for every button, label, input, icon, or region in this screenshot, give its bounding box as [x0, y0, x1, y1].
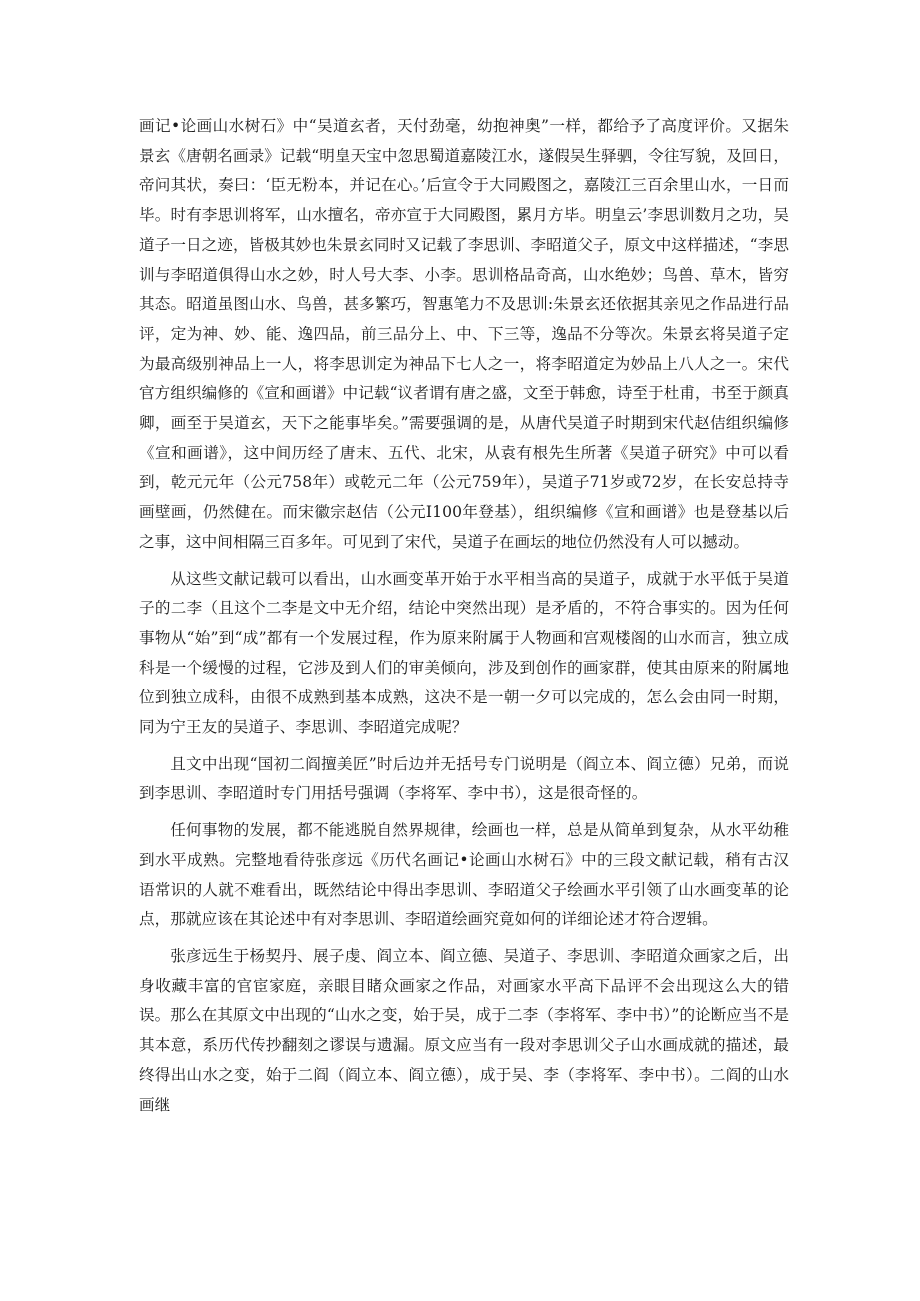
article-body: [139, 112, 789, 1127]
paragraph-bracket-note: 且文中出现“国初二阎擅美匠”时后边并无括号专门说明是（阎立本、阎立德）兄弟，而说到李思训、李昭道时专门用括号强调（李将军、李中书），这是很奇怪的。: [139, 754, 789, 803]
paragraph-natural-law: 任何事物的发展，都不能逃脱自然界规律，绘画也一样，总是从简单到复杂，从水平幼稚到水平成熟。完整地看待张彦远《历代名画记•论画山水树石》中的三段文献记载，稍有古汉语常识的人就不难看出，既然结论中得出李思训、李昭道父子绘画水平引领了山水画变革的论点，那就应该在其论述中有对李思训、李昭道绘画究竟如何的详细论述才符合逻辑。: [139, 821, 789, 929]
paragraph-continued-citations: 画记•论画山水树石》中“吴道玄者，天付劲毫，幼抱神奥”一样，都给予了高度评价。又据朱景玄《唐朝名画录》记载“明皇天宝中忽思蜀道嘉陵江水，遂假吴生驿驷，令往写貌，及回日，帝问其状，奏曰：‘臣无粉本，并记在心。’后宣令于大同殿图之，嘉陵江三百余里山水，一日而毕。时有李思训将军，山水擅名，帝亦宣于大同殿图，累月方毕。明皇云’李思训数月之功，吴道子一日之迹，皆极其妙也朱景玄同时又记载了李思训、李昭道父子，原文中这样描述，“李思训与李昭道俱得山水之妙，时人号大李、小李。思训格品奇高，山水绝妙；鸟兽、草木，皆穷其态。昭道虽图山水、鸟兽，甚多繁巧，智惠笔力不及思训:朱景玄还依据其亲见之作品进行品评，定为神、妙、能、逸四品，前三品分上、中、下三等，逸品不分等次。朱景玄将吴道子定为最高级别神品上一人，将李思训定为神品下七人之一，将李昭道定为妙品上八人之一。宋代官方组织编修的《宣和画谱》中记载“议者谓有唐之盛，文至于韩愈，诗至于杜甫，书至于颜真卿，画至于吴道玄，天下之能事毕矣。”需要强调的是，从唐代吴道子时期到宋代赵佶组织编修《宣和画谱》，这中间历经了唐末、五代、北宋，从袁有根先生所著《吴道子研究》中可以看到，乾元元年（公元758年）或乾元二年（公元759年），吴道子71岁或72岁，在长安总持寺画壁画，仍然健在。而宋徽宗赵佶（公元I100年登基），组织编修《宣和画谱》也是登基以后之事，这中间相隔三百多年。可见到了宋代，吴道子在画坛的地位仍然没有人可以撼动。: [139, 117, 789, 551]
paragraph-zhang-yanyuan: 张彦远生于杨契丹、展子虔、阎立本、阎立德、吴道子、李思训、李昭道众画家之后，出身收藏丰富的官宦家庭，亲眼目睹众画家之作品，对画家水平高下品评不会出现这么大的错误。那么在其原文中出现的“山水之变，始于吴，成于二李（李将军、李中书）”的论断应当不是其本意，系历代传抄翻刻之谬误与遗漏。原文应当有一段对李思训父子山水画成就的描述，最终得出山水之变，始于二阎（阎立本、阎立德），成于吴、李（李将军、李中书）。二阎的山水画继: [139, 946, 789, 1114]
paragraph-contradiction-argument: 从这些文献记载可以看出，山水画变革开始于水平相当高的吴道子，成就于水平低于吴道子的二李（且这个二李是文中无介绍，结论中突然出现）是矛盾的，不符合事实的。因为任何事物从“始”到“成”都有一个发展过程，作为原来附属于人物画和宫观楼阁的山水而言，独立成科是一个缓慢的过程，它涉及到人们的审美倾向，涉及到创作的画家群，使其由原来的附属地位到独立成科，由很不成熟到基本成熟，这决不是一朝一夕可以完成的，怎么会由同一时期，同为宁王友的吴道子、李思训、李昭道完成呢？: [139, 569, 789, 737]
